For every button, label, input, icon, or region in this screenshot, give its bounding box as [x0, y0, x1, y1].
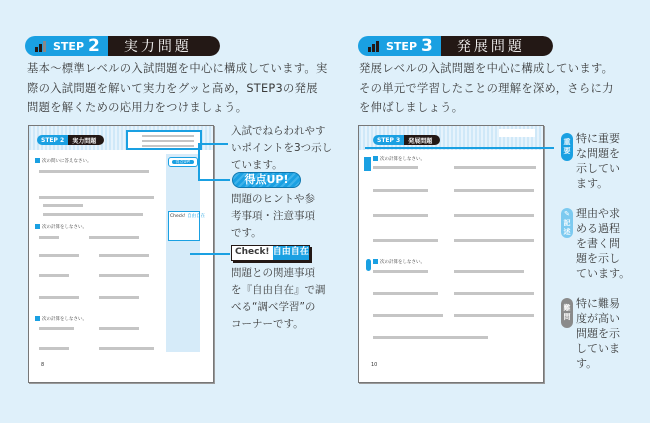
check-jiyu-badge: Check! 自由自在	[231, 245, 310, 261]
nanmon-badge: 難 問	[561, 298, 573, 328]
callout-tokuten: 問題のヒントや参 考事項・注意事項 です。	[231, 193, 315, 239]
mini-tokuten-badge: 得点UP!	[172, 160, 194, 164]
desc-line: 基本〜標準レベルの入試問題を中心に構成しています。実	[27, 62, 328, 75]
mini-step-heading: STEP 2 実力問題	[37, 135, 104, 145]
step-title: 発展問題	[441, 36, 553, 56]
kijutsu-badge: ✎ 記 述	[561, 208, 573, 238]
callout-points: 入試でねらわれやす いポイントを3つ示し ています。	[231, 125, 333, 171]
page-number: 8	[41, 362, 45, 368]
desc-line: 際の入試問題を解いて実力をグッと高め，STEP3の発展	[27, 81, 318, 95]
mini-step-heading: STEP 3 発展問題	[373, 135, 440, 145]
step3-sample-page	[358, 125, 544, 383]
mini-question: 次の計算をしなさい。	[380, 157, 425, 162]
level-bars-icon	[35, 41, 46, 52]
step-label: STEP	[53, 39, 85, 53]
desc-line: 問題を解くための応用力をつけましょう。	[27, 101, 248, 114]
pencil-icon: ✎	[564, 209, 570, 218]
juyo-badge: 重 要	[561, 133, 573, 161]
mini-question: 次の計算をしなさい。	[42, 317, 87, 322]
page-number: 10	[371, 362, 378, 368]
step3-description: 発展レベルの入試問題を中心に構成しています。 その単元で学習したことの理解を深め，さらに力 を伸ばしましょう。	[359, 62, 614, 114]
step3-heading: STEP 3 発展問題	[358, 36, 553, 56]
legend-nanmon: 特に難易 度が高い 問題を示 していま す。	[576, 297, 620, 370]
points-box	[126, 130, 202, 150]
step2-sample-page	[28, 125, 214, 383]
mini-question: 次の問いに答えなさい。	[42, 159, 92, 164]
step-title: 実力問題	[108, 36, 220, 56]
legend-juyo: 特に重要 な問題を 示してい ます。	[576, 132, 620, 190]
tokuten-up-badge: 得点UP!	[232, 172, 301, 188]
step2-description	[27, 59, 328, 118]
callout-check: 問題との関連事項 を『自由自在』で調 べる“調べ学習”の コーナーです。	[231, 267, 326, 330]
mini-question: 次の計算をしなさい。	[380, 260, 425, 265]
level-bars-icon	[368, 41, 379, 52]
mini-question: 次の計算をしなさい。	[42, 225, 87, 230]
step2-heading	[25, 36, 220, 56]
mini-check-box: Check! 自由自在	[168, 211, 200, 241]
step-number: 2	[88, 36, 100, 56]
legend-kijutsu: 理由や求 める過程 を書く問 題を示し ています。	[576, 207, 631, 280]
